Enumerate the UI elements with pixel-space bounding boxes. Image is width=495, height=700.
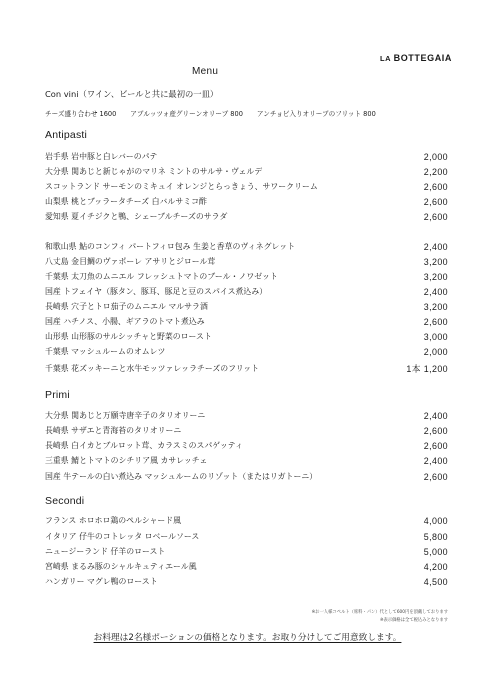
portion-note-text: お料理は2名様ポーションの価格となります。お取り分けしてご用意致します。	[93, 633, 402, 643]
item-price: 5,800	[423, 532, 448, 542]
section-title-secondi: Secondi	[45, 495, 85, 507]
brand-prefix: LA	[380, 54, 394, 63]
item-name: 大分県 関あじと万願寺唐辛子のタリオリーニ	[45, 411, 206, 420]
item-price: 1本 1,200	[406, 364, 448, 374]
item-price: 2,600	[423, 197, 448, 207]
item-price: 3,000	[423, 332, 448, 342]
menu-item	[45, 560, 448, 574]
item-price: 2,600	[423, 182, 448, 192]
item-name: 長崎県 穴子とトロ茄子のムニエル マルサラ酒	[45, 302, 208, 311]
item-name: フランス ホロホロ鶏のペルシャード風	[45, 516, 182, 525]
item-name: イタリア 仔牛のコトレッタ ロベールソース	[45, 532, 200, 541]
con-vini-item: アンチョビ入りオリーブのフリット 800	[256, 110, 376, 118]
item-name: 山梨県 桃とブッラータチーズ 白バルサミコ酢	[45, 197, 207, 206]
con-vini-item: チーズ盛り合わせ 1600	[45, 110, 117, 118]
item-price: 2,400	[423, 287, 448, 297]
item-name: 三重県 鯖とトマトのシチリア風 カサレッチェ	[45, 456, 208, 465]
item-name: 岩手県 岩中豚と白レバーのパテ	[45, 152, 158, 161]
page-title: Menu	[192, 66, 219, 77]
menu-item	[45, 270, 448, 284]
menu-item	[45, 530, 448, 544]
item-price: 2,200	[423, 167, 448, 177]
item-name: 国産 ハチノス、小腸、ギアラのトマト煮込み	[45, 317, 205, 326]
menu-item	[45, 454, 448, 468]
item-name: 千葉県 太刀魚のムニエル フレッシュトマトのブール・ノワゼット	[45, 272, 278, 281]
item-price: 4,200	[423, 562, 448, 572]
menu-item	[45, 575, 448, 589]
menu-item	[45, 439, 448, 453]
item-price: 2,400	[423, 411, 448, 421]
menu-item	[45, 470, 448, 484]
item-name: 大分県 関あじと新じゃがのマリネ ミントのサルサ・ヴェルデ	[45, 167, 263, 176]
brand-logo	[380, 53, 452, 63]
menu-item	[45, 409, 448, 423]
item-price: 2,600	[423, 426, 448, 436]
item-price: 2,600	[423, 472, 448, 482]
item-name: スコットランド サーモンのミキュイ オレンジとらっきょう、サワークリーム	[45, 182, 318, 191]
item-price: 5,000	[423, 547, 448, 557]
item-name: 八丈島 金目鯛のヴァポーレ アサリとジロール茸	[45, 257, 216, 266]
con-vini-item: アブルッツォ産グリーンオリーブ 800	[130, 110, 243, 118]
item-price: 3,200	[423, 272, 448, 282]
item-price: 2,000	[423, 152, 448, 162]
item-price: 3,200	[423, 257, 448, 267]
menu-item	[45, 345, 448, 359]
item-price: 2,600	[423, 317, 448, 327]
item-price: 2,400	[423, 242, 448, 252]
menu-item	[45, 545, 448, 559]
item-name: 長崎県 サザエと青海苔のタリオリーニ	[45, 426, 182, 435]
menu-item	[45, 285, 448, 299]
menu-item	[45, 514, 448, 528]
menu-item	[45, 315, 448, 329]
menu-item	[45, 210, 448, 224]
menu-item	[45, 240, 448, 254]
item-price: 2,000	[423, 347, 448, 357]
item-name: 国産 トフェイヤ（豚タン、豚耳、豚足と豆のスパイス煮込み）	[45, 287, 268, 296]
menu-item	[45, 180, 448, 194]
item-name: 千葉県 マッシュルームのオムレツ	[45, 347, 166, 356]
item-name: 長崎県 白イカとブルロット茸、カラスミのスパゲッティ	[45, 441, 243, 450]
menu-item	[45, 424, 448, 438]
menu-item	[45, 195, 448, 209]
item-name: ニュージーランド 仔羊のロースト	[45, 547, 166, 556]
item-name: 千葉県 花ズッキーニと水牛モッツァレッラチーズのフリット	[45, 364, 260, 373]
brand-name: BOTTEGAIA	[393, 53, 453, 63]
item-name: 山形県 山形豚のサルシッチャと野菜のロースト	[45, 332, 212, 341]
cover-charge-note: ※お一人様コペルト（席料・パン）代として600円を頂戴しております	[311, 610, 448, 615]
menu-item	[45, 300, 448, 314]
item-name: 宮崎県 まるみ豚のシャルキュティエール風	[45, 562, 197, 571]
section-title-primi: Primi	[45, 389, 70, 401]
portion-note	[0, 631, 495, 643]
item-name: ハンガリー マグレ鴨のロースト	[45, 577, 158, 586]
menu-item	[45, 255, 448, 269]
item-price: 2,600	[423, 212, 448, 222]
section-title-antipasti: Antipasti	[45, 129, 88, 141]
item-name: 和歌山県 鮎のコンフィ パートフィロ包み 生姜と香草のヴィネグレット	[45, 242, 296, 251]
item-price: 2,400	[423, 456, 448, 466]
item-price: 2,600	[423, 441, 448, 451]
con-vini-items	[45, 108, 390, 118]
item-price: 4,500	[423, 577, 448, 587]
menu-item	[45, 362, 448, 376]
tax-note: ※表示価格は全て税込みとなります	[379, 618, 448, 623]
menu-item	[45, 165, 448, 179]
item-price: 4,000	[423, 516, 448, 526]
con-vini-title: Con vini（ワイン、ビールと共に最初の一皿）	[45, 89, 219, 99]
menu-item	[45, 150, 448, 164]
item-price: 3,200	[423, 302, 448, 312]
item-name: 国産 牛テールの白い煮込み マッシュルームのリゾット（またはリガトーニ）	[45, 472, 318, 481]
item-name: 愛知県 夏イチジクと鴨、シェーブルチーズのサラダ	[45, 212, 228, 221]
menu-item	[45, 330, 448, 344]
